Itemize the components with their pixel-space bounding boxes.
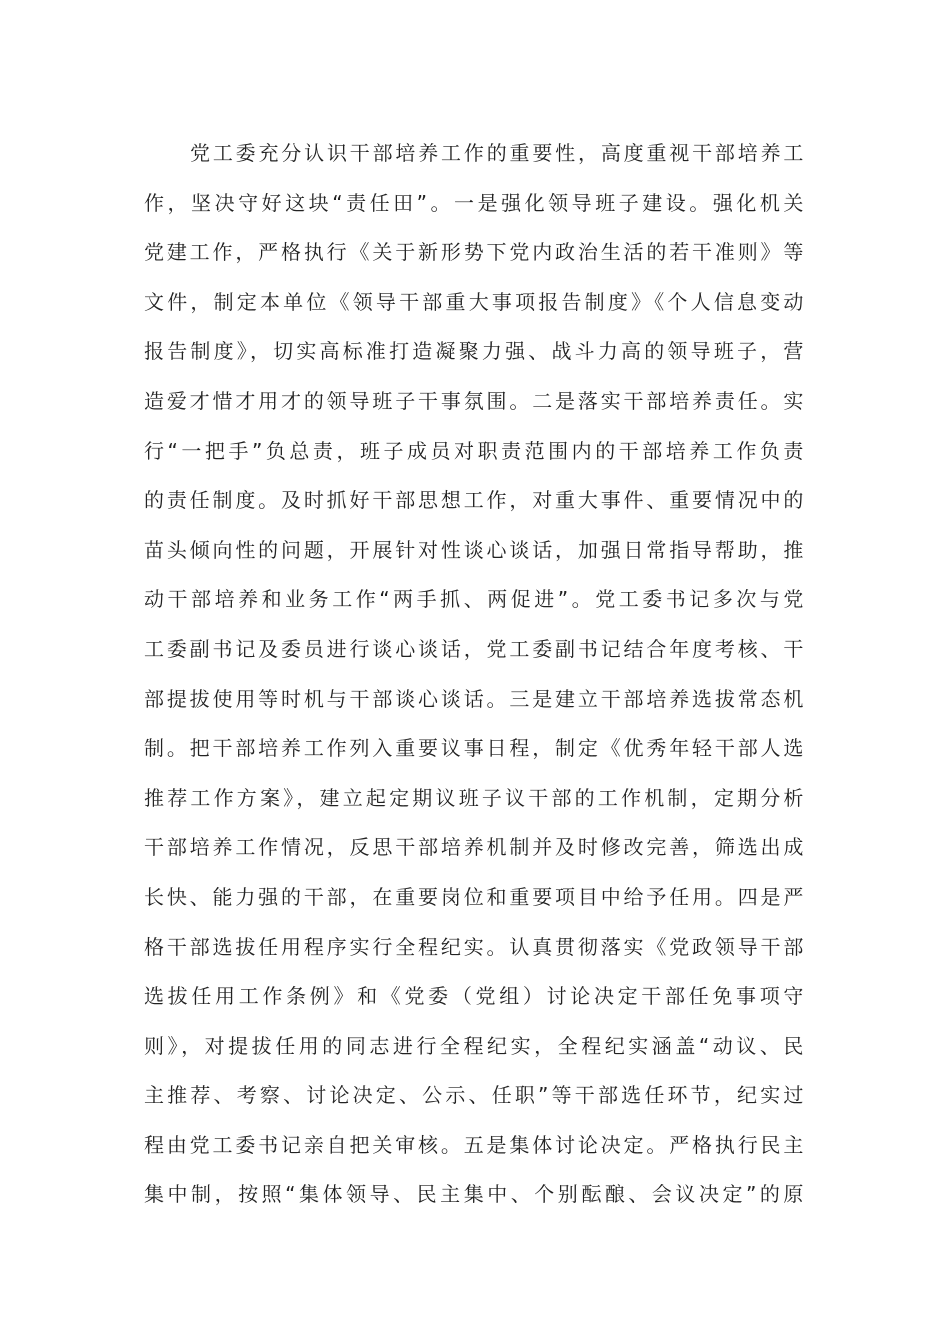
text-line: 行“一把手”负总责，班子成员对职责范围内的干部培养工作负责 [144,438,806,463]
text-line: 工委副书记及委员进行谈心谈话，党工委副书记结合年度考核、干 [144,636,806,661]
text-line: 主推荐、考察、讨论决定、公示、任职”等干部选任环节，纪实过 [144,1083,806,1108]
text-line: 报告制度》，切实高标准打造凝聚力强、战斗力高的领导班子，营 [144,339,806,364]
text-line: 长快、能力强的干部，在重要岗位和重要项目中给予任用。四是严 [144,884,806,909]
text-line: 造爱才惜才用才的领导班子干事氛围。二是落实干部培养责任。实 [144,388,806,413]
text-line: 格干部选拔任用程序实行全程纪实。认真贯彻落实《党政领导干部 [144,934,806,959]
text-line: 的责任制度。及时抓好干部思想工作，对重大事件、重要情况中的 [144,488,806,513]
text-line: 动干部培养和业务工作“两手抓、两促进”。党工委书记多次与党 [144,587,806,612]
text-line: 则》，对提拔任用的同志进行全程纪实，全程纪实涵盖“动议、民 [144,1033,806,1058]
text-line: 作，坚决守好这块“责任田”。一是强化领导班子建设。强化机关 [144,190,806,215]
text-line: 党工委充分认识干部培养工作的重要性，高度重视干部培养工 [190,141,806,165]
text-line: 部提拔使用等时机与干部谈心谈话。三是建立干部培养选拔常态机 [144,686,806,711]
text-line: 集中制，按照“集体领导、民主集中、个别酝酿、会议决定”的原 [144,1182,806,1207]
text-line: 苗头倾向性的问题，开展针对性谈心谈话，加强日常指导帮助，推 [144,537,806,562]
text-line: 干部培养工作情况，反思干部培养机制并及时修改完善，筛选出成 [144,835,806,860]
text-line: 文件，制定本单位《领导干部重大事项报告制度》《个人信息变动 [144,289,806,314]
text-line: 选拔任用工作条例》和《党委（党组）讨论决定干部任免事项守 [144,984,806,1009]
body-paragraph [144,138,806,1229]
text-line: 程由党工委书记亲自把关审核。五是集体讨论决定。严格执行民主 [144,1132,806,1157]
text-line: 推荐工作方案》，建立起定期议班子议干部的工作机制，定期分析 [144,785,806,810]
text-line: 制。把干部培养工作列入重要议事日程，制定《优秀年轻干部人选 [144,736,806,761]
text-line: 党建工作，严格执行《关于新形势下党内政治生活的若干准则》等 [144,240,806,265]
